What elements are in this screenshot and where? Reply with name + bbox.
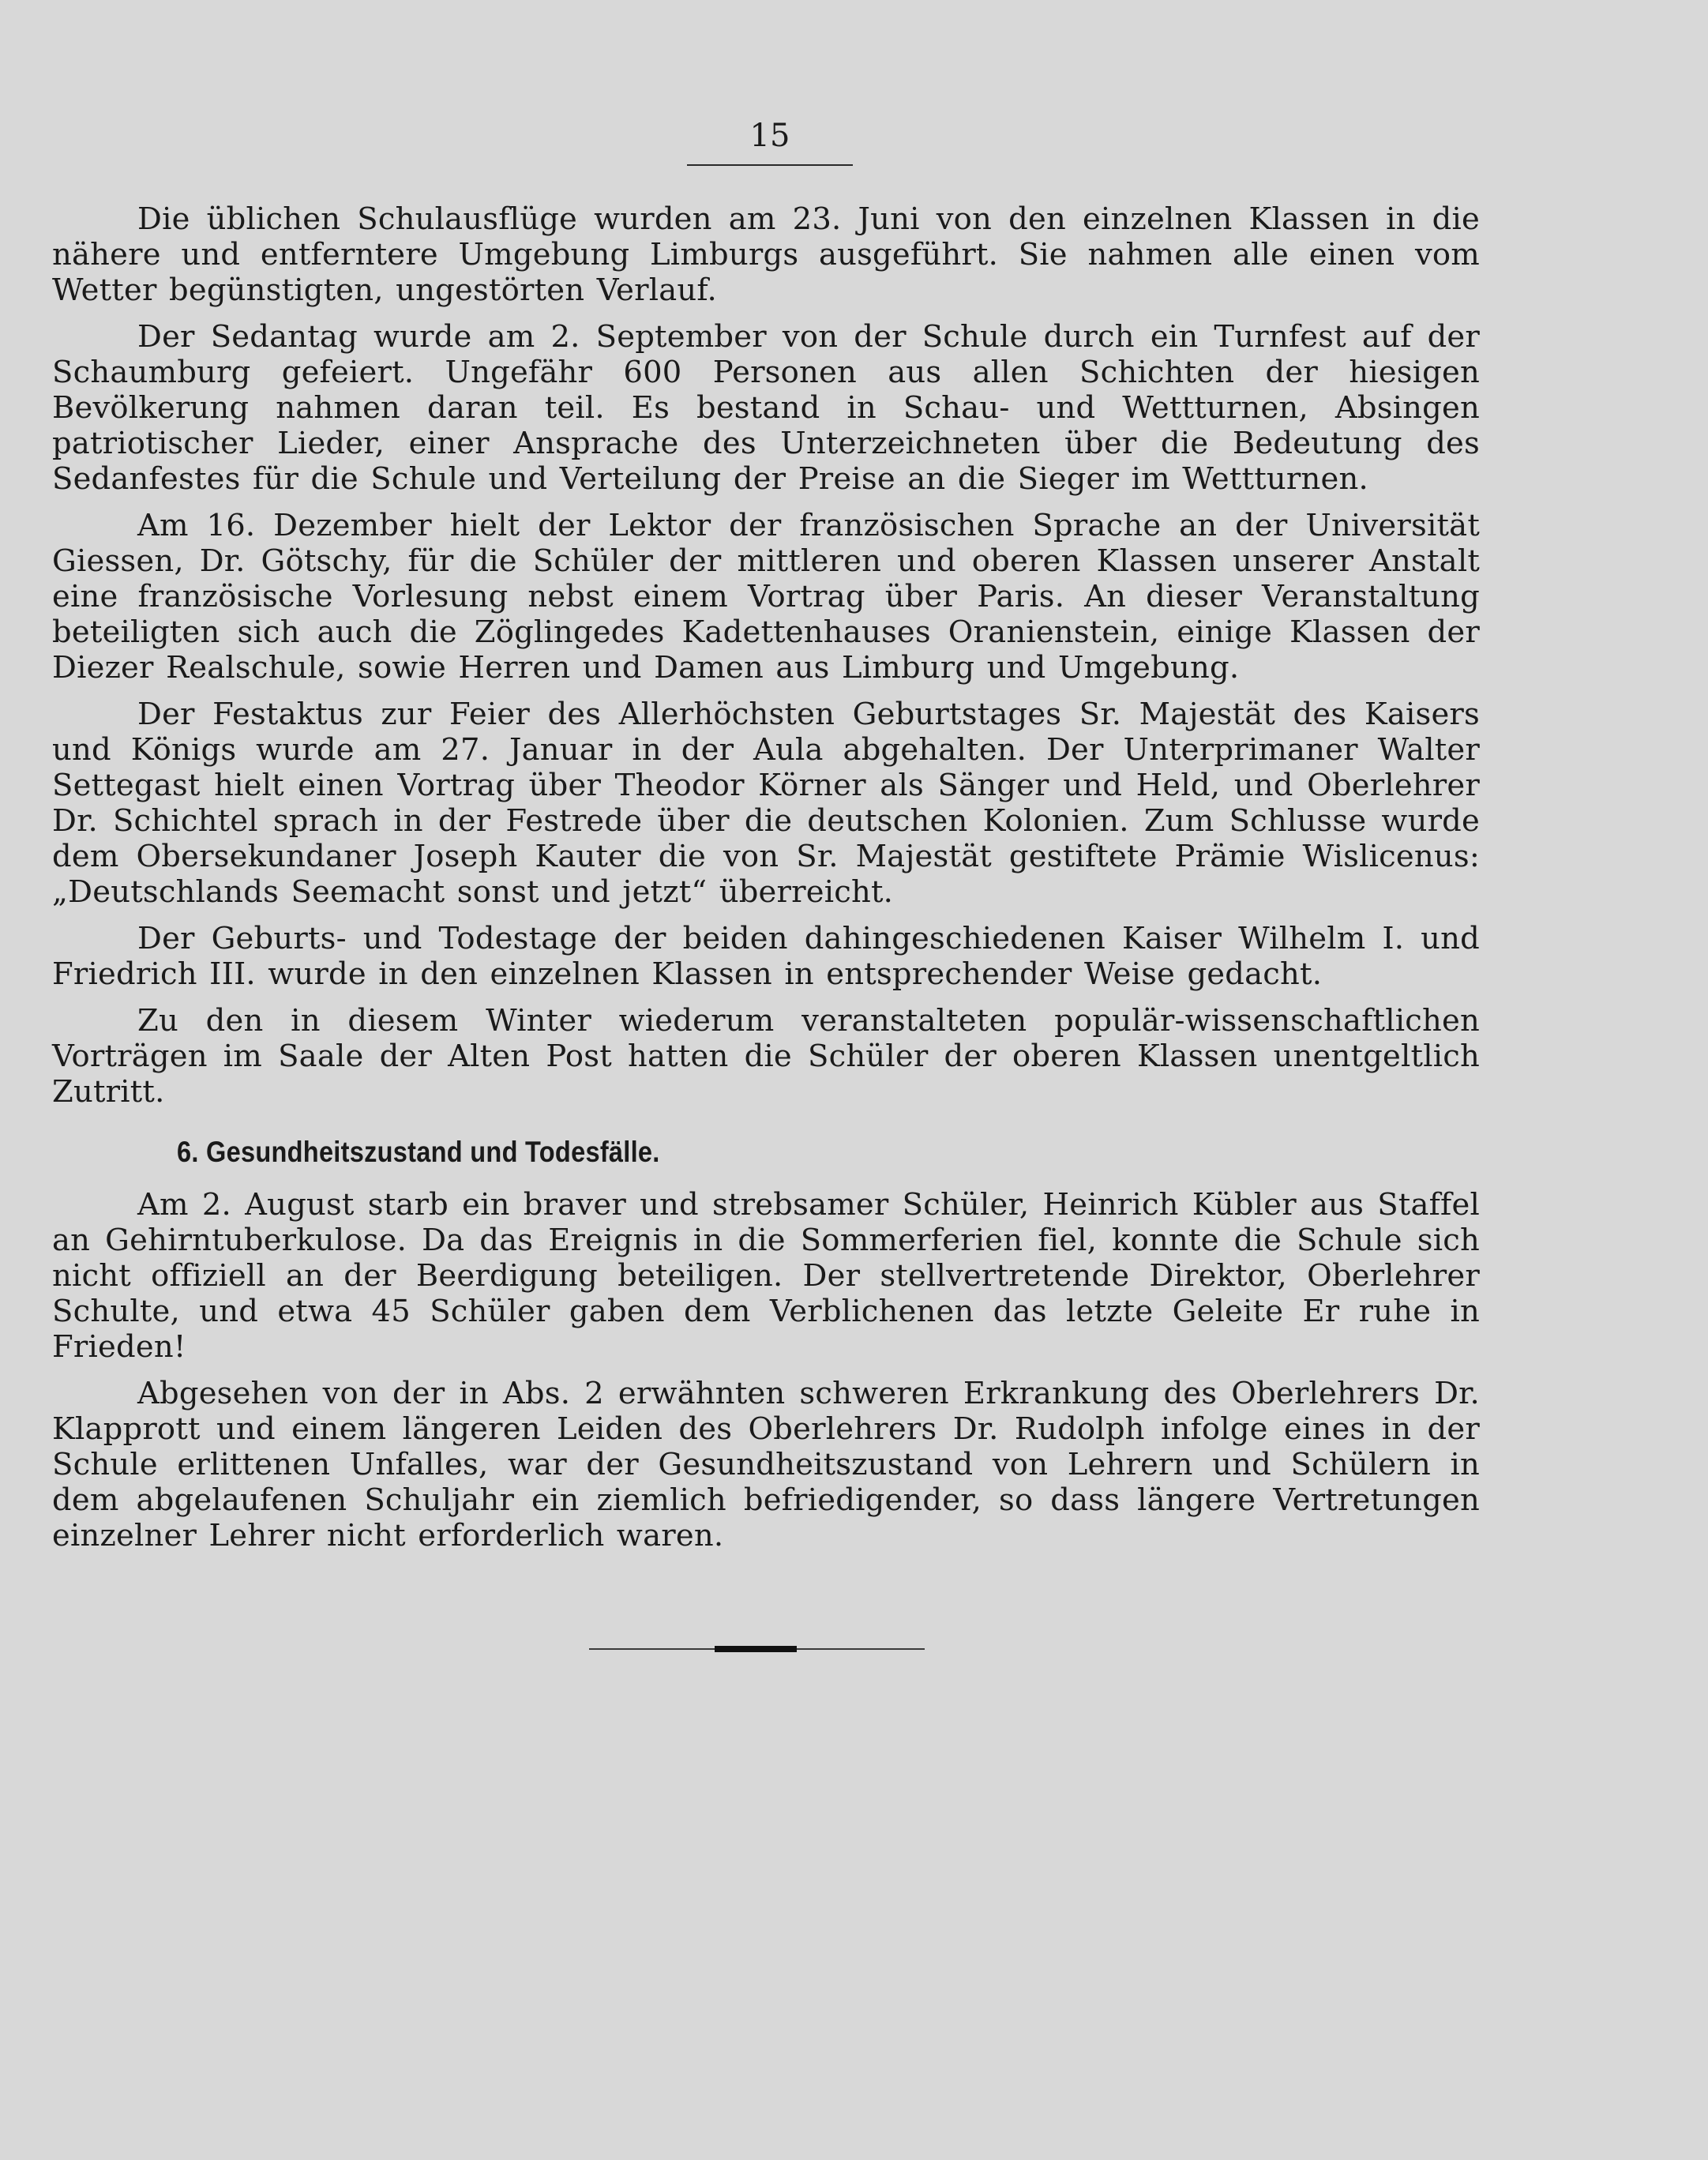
- document-body: [52, 201, 1480, 1565]
- end-divider-ornament: [715, 1646, 797, 1652]
- paragraph-emperor-birthday: Der Festaktus zur Feier des Allerhöchsten Geburtstages Sr. Majestät des Kaisers und Königs wurde am 27. Januar in der Aula abgehalten. Der Unterprimaner Walter Settegast hielt einen Vortrag über Theodor Körner als Sänger und Held, und Oberlehrer Dr. Schichtel sprach in der Festrede über die deutschen Kolonien. Zum Schlusse wurde dem Obersekundaner Joseph Kauter die von Sr. Majestät gestiftete Prämie Wislicenus: „Deutschlands Seemacht sonst und jetzt“ überreicht.: [52, 697, 1480, 910]
- paragraph-school-excursions: Die üblichen Schulausflüge wurden am 23. Juni von den einzelnen Klassen in die nähere und entferntere Umgebung Limburgs ausgeführt. Sie nahmen alle einen vom Wetter begünstigten, ungestörten Verlauf.: [52, 201, 1480, 308]
- page-number: 15: [749, 118, 790, 154]
- paragraph-student-death: Am 2. August starb ein braver und strebsamer Schüler, Heinrich Kübler aus Staffel an Gehirntuberkulose. Da das Ereignis in die Sommerferien fiel, konnte die Schule sich nicht offiziell an der Beerdigung beteiligen. Der stellvertretende Direktor, Oberlehrer Schulte, und etwa 45 Schüler gaben dem Verblichenen das letzte Geleite Er ruhe in Frieden!: [52, 1187, 1480, 1365]
- paragraph-french-lecture: Am 16. Dezember hielt der Lektor der französischen Sprache an der Universität Giessen, Dr. Götschy, für die Schüler der mittleren und oberen Klassen unserer Anstalt eine französische Vorlesung nebst einem Vortrag über Paris. An dieser Veranstaltung beteiligten sich auch die Zöglingedes Kadettenhauses Oranienstein, einige Klassen der Diezer Realschule, sowie Herren und Damen aus Limburg und Umgebung.: [52, 508, 1480, 686]
- paragraph-memorial-days: Der Geburts- und Todestage der beiden dahingeschiedenen Kaiser Wilhelm I. und Friedrich III. wurde in den einzelnen Klassen in entsprechender Weise gedacht.: [52, 921, 1480, 992]
- paragraph-winter-lectures: Zu den in diesem Winter wiederum veranstalteten populär-wissenschaftlichen Vorträgen im Saale der Alten Post hatten die Schüler der oberen Klassen unentgeltlich Zutritt.: [52, 1003, 1480, 1110]
- paragraph-sedan-day: Der Sedantag wurde am 2. September von der Schule durch ein Turnfest auf der Schaumburg gefeiert. Ungefähr 600 Personen aus allen Schichten der hiesigen Bevölkerung nahmen daran teil. Es bestand in Schau- und Wettturnen, Absingen patriotischer Lieder, einer Ansprache des Unterzeichneten über die Bedeutung des Sedanfestes für die Schule und Verteilung der Preise an die Sieger im Wettturnen.: [52, 319, 1480, 497]
- section-heading: 6. Gesundheitszustand und Todesfälle.: [177, 1136, 660, 1168]
- paragraph-health-status: Abgesehen von der in Abs. 2 erwähnten schweren Erkrankung des Oberlehrers Dr. Klapprott und einem längeren Leiden des Oberlehrers Dr. Rudolph infolge eines in der Schule erlittenen Unfalles, war der Gesundheitszustand von Lehrern und Schülern in dem abgelaufenen Schuljahr ein ziemlich befriedigender, so dass längere Vertretungen einzelner Lehrer nicht erforderlich waren.: [52, 1376, 1480, 1553]
- page-number-rule: [687, 164, 853, 166]
